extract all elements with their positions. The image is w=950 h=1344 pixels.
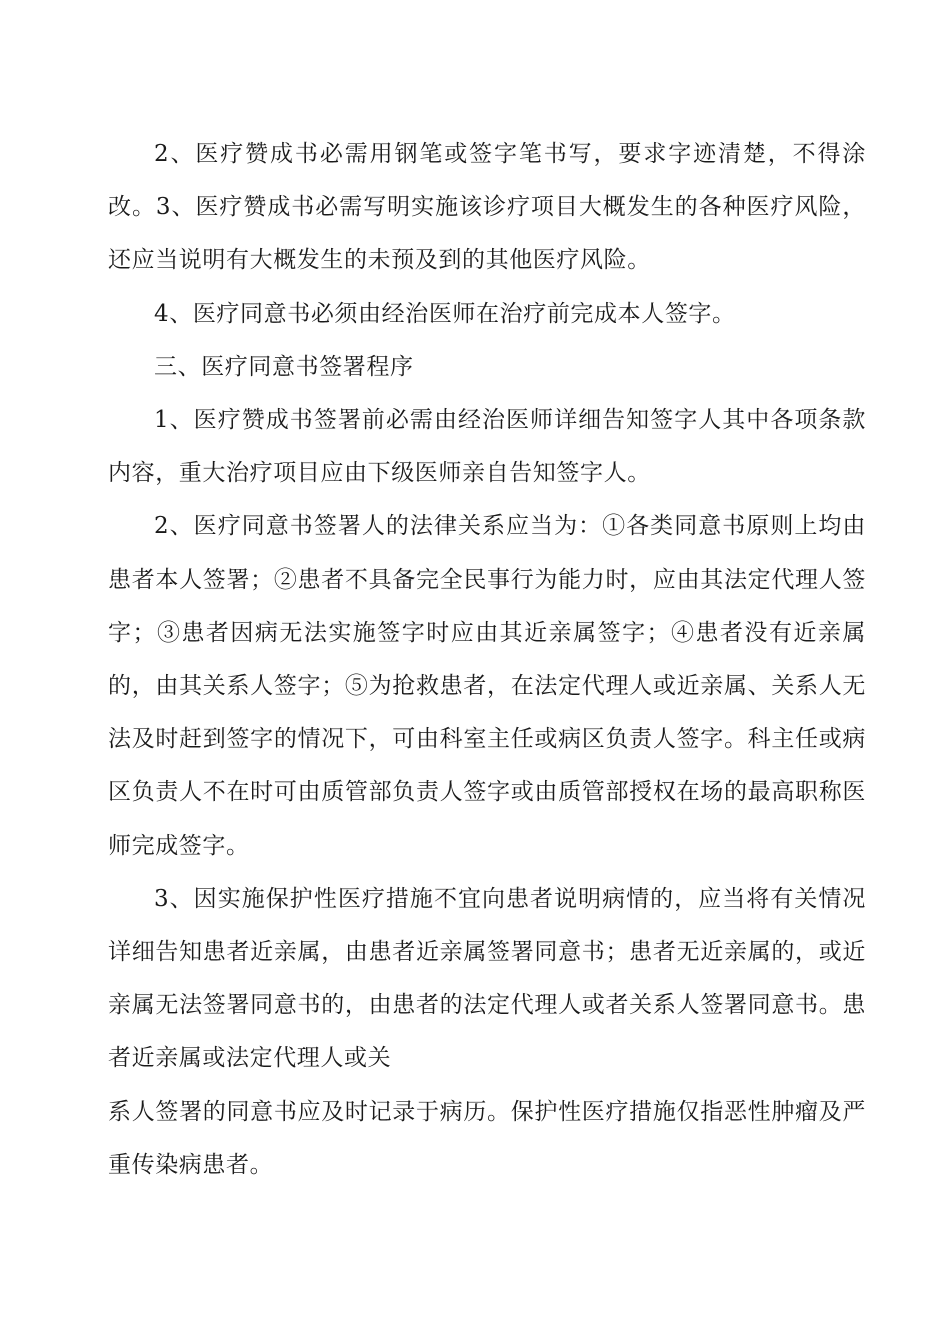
paragraph-physician-signature: 4、医疗同意书必须由经治医师在治疗前完成本人签字。 (154, 300, 736, 327)
document-body (108, 128, 866, 1192)
paragraph-protective-measures: 3、因实施保护性医疗措施不宜向患者说明病情的，应当将有关情况详细告知患者近亲属，由患者近亲属签署同意书；患者无近亲属的，或近亲属无法签署同意书的，由患者的法定代理人或者关系人签署同意书。患者近亲属或法定代理人或关 (108, 885, 866, 1072)
paragraph-signer-legal-relations: 2、医疗同意书签署人的法律关系应当为：①各类同意书原则上均由患者本人签署；②患者不具备完全民事行为能力时，应由其法定代理人签字；③患者因病无法实施签字时应由其近亲属签字；④患者没有近亲属的，由其关系人签字；⑤为抢救患者，在法定代理人或近亲属、关系人无法及时赶到签字的情况下，可由科室主任或病区负责人签字。科主任或病区负责人不在时可由质管部负责人签字或由质管部授权在场的最高职称医师完成签字。 (108, 513, 866, 859)
section-heading-signing-procedure: 三、医疗同意书签署程序 (154, 353, 414, 380)
paragraph-consent-writing-requirements: 2、医疗赞成书必需用钢笔或签字笔书写，要求字迹清楚，不得涂改。3、医疗赞成书必需写明实施该诊疗项目大概发生的各种医疗风险，还应当说明有大概发生的未预及到的其他医疗风险。 (108, 141, 866, 274)
paragraph-inform-signer: 1、医疗赞成书签署前必需由经治医师详细告知签字人其中各项条款内容，重大治疗项目应由下级医师亲自告知签字人。 (108, 407, 866, 487)
paragraph-record-in-medical-file: 系人签署的同意书应及时记录于病历。保护性医疗措施仅指恶性肿瘤及严重传染病患者。 (108, 1098, 866, 1178)
